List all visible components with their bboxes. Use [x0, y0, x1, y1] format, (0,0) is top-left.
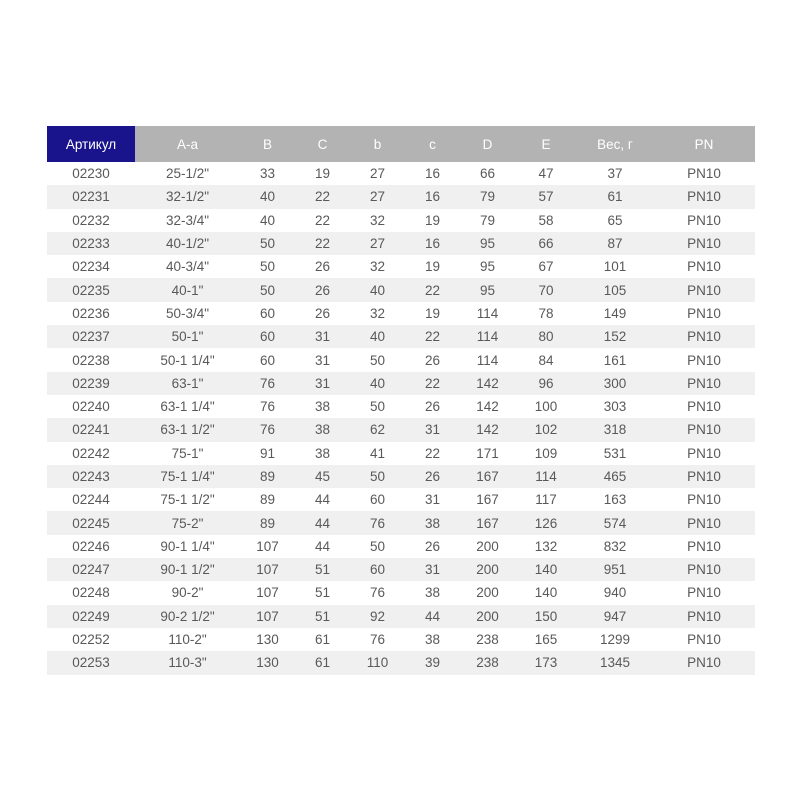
- cell-weight: 531: [603, 445, 627, 461]
- cell-pn: PN10: [687, 469, 721, 484]
- cell-a-a: 32-3/4": [165, 212, 210, 228]
- table-row: [47, 162, 755, 185]
- cell-b-upper: 107: [256, 608, 279, 624]
- cell-a-a: 90-2 1/2": [160, 608, 215, 624]
- cell-c-upper: 61: [314, 632, 331, 648]
- cell-c-upper: 38: [314, 445, 331, 461]
- cell-pn: PN10: [687, 632, 721, 648]
- cell-d: 200: [476, 562, 499, 578]
- cell-b-upper: 76: [259, 399, 276, 415]
- column-header-e: E: [515, 126, 577, 162]
- column-header-c-upper: C: [295, 126, 350, 162]
- cell-article: 02237: [72, 329, 110, 345]
- cell-c-upper: 44: [314, 492, 331, 508]
- cell-weight: 163: [603, 492, 627, 508]
- cell-a-a: 63-1 1/2": [160, 422, 215, 438]
- cell-article: 02242: [72, 445, 110, 461]
- cell-d: 95: [479, 236, 496, 252]
- cell-e: 100: [534, 399, 558, 415]
- cell-weight: 832: [603, 538, 627, 554]
- table-row: [47, 651, 755, 674]
- cell-b-upper: 107: [256, 562, 279, 578]
- cell-e: 57: [538, 189, 554, 205]
- cell-article: 02247: [72, 562, 110, 578]
- header-row: [47, 126, 755, 162]
- cell-a-a: 75-2": [171, 515, 204, 531]
- cell-b-lower: 60: [369, 492, 386, 508]
- table-row: [47, 442, 755, 465]
- cell-e: 102: [534, 422, 558, 438]
- cell-article: 02245: [72, 515, 110, 531]
- cell-e: 66: [538, 236, 554, 252]
- cell-b-lower: 32: [369, 305, 386, 321]
- table-header: [47, 126, 755, 162]
- cell-pn: PN10: [687, 352, 721, 368]
- table-row: [47, 488, 755, 511]
- cell-weight: 465: [603, 469, 627, 484]
- cell-c-lower: 31: [424, 562, 441, 578]
- cell-c-upper: 31: [314, 352, 331, 368]
- cell-c-lower: 16: [424, 189, 441, 205]
- cell-a-a: 50-1 1/4": [160, 352, 215, 368]
- cell-pn: PN10: [687, 515, 721, 531]
- cell-c-lower: 38: [424, 632, 441, 648]
- cell-c-upper: 61: [314, 655, 331, 671]
- cell-e: 80: [538, 329, 554, 345]
- cell-c-upper: 26: [314, 282, 331, 298]
- cell-article: 02236: [72, 305, 110, 321]
- cell-c-upper: 22: [314, 236, 331, 252]
- cell-b-upper: 130: [256, 655, 279, 671]
- cell-c-lower: 22: [424, 329, 441, 345]
- cell-d: 95: [479, 282, 496, 298]
- cell-article: 02248: [72, 585, 110, 601]
- cell-weight: 318: [603, 422, 627, 438]
- cell-c-lower: 19: [424, 212, 441, 228]
- cell-a-a: 75-1 1/4": [160, 469, 215, 484]
- cell-weight: 105: [603, 282, 627, 298]
- cell-article: 02240: [72, 399, 110, 415]
- cell-d: 171: [476, 445, 499, 461]
- cell-a-a: 40-3/4": [165, 259, 210, 275]
- cell-b-lower: 50: [369, 352, 386, 368]
- cell-pn: PN10: [687, 329, 721, 345]
- cell-c-lower: 16: [424, 166, 441, 182]
- cell-d: 167: [476, 515, 499, 531]
- cell-weight: 152: [603, 329, 627, 345]
- table-row: [47, 558, 755, 581]
- cell-e: 58: [538, 212, 554, 228]
- cell-d: 238: [476, 655, 499, 671]
- cell-b-upper: 60: [259, 352, 276, 368]
- cell-d: 114: [476, 352, 499, 368]
- cell-b-upper: 107: [256, 585, 279, 601]
- cell-a-a: 63-1 1/4": [160, 399, 215, 415]
- cell-a-a: 110-3": [168, 655, 207, 671]
- cell-e: 140: [534, 562, 558, 578]
- cell-e: 150: [534, 608, 558, 624]
- cell-b-lower: 76: [369, 632, 386, 648]
- cell-b-lower: 32: [369, 259, 386, 275]
- table-row: [47, 348, 755, 371]
- cell-c-upper: 26: [314, 305, 331, 321]
- cell-weight: 161: [603, 352, 627, 368]
- cell-c-lower: 26: [424, 538, 441, 554]
- column-header-weight: Вес, г: [577, 126, 653, 162]
- cell-c-lower: 26: [424, 352, 441, 368]
- cell-e: 84: [538, 352, 554, 368]
- cell-b-lower: 41: [369, 445, 386, 461]
- cell-b-upper: 50: [259, 259, 276, 275]
- cell-c-upper: 22: [314, 189, 331, 205]
- cell-pn: PN10: [687, 166, 721, 182]
- cell-article: 02231: [72, 189, 110, 205]
- cell-e: 117: [535, 492, 557, 508]
- cell-b-lower: 50: [369, 538, 386, 554]
- cell-c-lower: 38: [424, 585, 441, 601]
- cell-weight: 61: [607, 189, 623, 205]
- cell-pn: PN10: [687, 492, 721, 508]
- cell-d: 142: [476, 399, 499, 415]
- cell-a-a: 32-1/2": [165, 189, 210, 205]
- cell-weight: 951: [603, 562, 627, 578]
- cell-c-upper: 51: [314, 608, 331, 624]
- cell-b-lower: 62: [369, 422, 386, 438]
- cell-b-upper: 50: [259, 282, 276, 298]
- table-row: [47, 209, 755, 232]
- cell-article: 02232: [72, 212, 110, 228]
- cell-article: 02241: [72, 422, 110, 438]
- cell-a-a: 75-1 1/2": [160, 492, 215, 508]
- column-header-b-upper: B: [240, 126, 295, 162]
- cell-c-lower: 22: [424, 445, 441, 461]
- cell-pn: PN10: [687, 562, 721, 578]
- cell-pn: PN10: [687, 212, 721, 228]
- cell-c-upper: 51: [314, 562, 331, 578]
- cell-b-lower: 50: [369, 469, 386, 484]
- cell-article: 02233: [72, 236, 110, 252]
- cell-pn: PN10: [687, 189, 721, 205]
- cell-a-a: 40-1": [171, 282, 204, 298]
- cell-weight: 101: [603, 259, 627, 275]
- table-row: [47, 278, 755, 301]
- cell-pn: PN10: [687, 585, 721, 601]
- cell-b-lower: 110: [366, 655, 389, 671]
- cell-a-a: 50-1": [171, 329, 204, 345]
- cell-e: 132: [534, 538, 558, 554]
- cell-weight: 65: [607, 212, 623, 228]
- cell-b-upper: 50: [259, 236, 276, 252]
- cell-c-upper: 45: [314, 469, 331, 484]
- column-header-article: Артикул: [47, 126, 135, 162]
- table-row: [47, 302, 755, 325]
- cell-article: 02239: [72, 375, 110, 391]
- cell-pn: PN10: [687, 399, 721, 415]
- table-row: [47, 418, 755, 441]
- cell-a-a: 90-1 1/2": [160, 562, 215, 578]
- cell-article: 02246: [72, 538, 110, 554]
- cell-article: 02249: [72, 608, 110, 624]
- cell-d: 238: [476, 632, 499, 648]
- cell-weight: 1345: [599, 655, 631, 671]
- column-header-b-lower: b: [350, 126, 405, 162]
- cell-c-lower: 26: [424, 399, 441, 415]
- column-header-a-a: A-a: [135, 126, 240, 162]
- cell-b-upper: 76: [259, 375, 276, 391]
- table-row: [47, 372, 755, 395]
- cell-a-a: 40-1/2": [165, 236, 210, 252]
- cell-d: 200: [476, 538, 499, 554]
- cell-weight: 300: [603, 375, 627, 391]
- cell-c-upper: 44: [314, 538, 331, 554]
- cell-weight: 149: [603, 305, 627, 321]
- cell-article: 02230: [72, 166, 110, 182]
- cell-e: 165: [534, 632, 558, 648]
- cell-pn: PN10: [687, 282, 721, 298]
- cell-e: 109: [534, 445, 558, 461]
- table-row: [47, 232, 755, 255]
- cell-article: 02238: [72, 352, 110, 368]
- cell-d: 79: [479, 212, 496, 228]
- cell-b-upper: 89: [259, 515, 276, 531]
- table-row: [47, 325, 755, 348]
- product-spec-table: [47, 126, 755, 675]
- cell-d: 200: [476, 585, 499, 601]
- table-row: [47, 511, 755, 534]
- cell-b-upper: 107: [256, 538, 279, 554]
- cell-b-upper: 130: [256, 632, 279, 648]
- cell-weight: 303: [603, 399, 627, 415]
- cell-b-upper: 60: [259, 305, 276, 321]
- cell-e: 140: [534, 585, 558, 601]
- cell-pn: PN10: [687, 305, 721, 321]
- cell-c-lower: 19: [424, 305, 441, 321]
- cell-a-a: 110-2": [168, 632, 207, 648]
- table-row: [47, 395, 755, 418]
- cell-c-upper: 51: [314, 585, 331, 601]
- cell-c-upper: 22: [314, 212, 331, 228]
- cell-b-lower: 92: [369, 608, 386, 624]
- cell-a-a: 75-1": [171, 445, 204, 461]
- cell-pn: PN10: [687, 422, 721, 438]
- cell-c-lower: 22: [424, 375, 441, 391]
- cell-weight: 1299: [599, 632, 631, 648]
- cell-c-lower: 31: [424, 422, 441, 438]
- table-row: [47, 185, 755, 208]
- cell-c-upper: 31: [314, 375, 331, 391]
- cell-b-lower: 27: [369, 236, 386, 252]
- cell-e: 78: [538, 305, 554, 321]
- cell-d: 167: [476, 469, 499, 484]
- cell-b-lower: 40: [369, 375, 386, 391]
- cell-d: 79: [479, 189, 496, 205]
- cell-weight: 940: [603, 585, 627, 601]
- cell-article: 02235: [72, 282, 110, 298]
- cell-c-lower: 31: [424, 492, 441, 508]
- cell-b-upper: 33: [259, 166, 276, 182]
- cell-a-a: 50-3/4": [165, 305, 210, 321]
- cell-c-lower: 44: [424, 608, 441, 624]
- cell-weight: 37: [607, 166, 623, 182]
- cell-b-lower: 40: [369, 282, 386, 298]
- cell-b-upper: 89: [259, 469, 276, 484]
- cell-article: 02243: [72, 469, 110, 484]
- column-header-pn: PN: [653, 126, 755, 162]
- cell-c-upper: 19: [314, 166, 331, 182]
- cell-b-lower: 50: [369, 399, 386, 415]
- cell-pn: PN10: [687, 538, 721, 554]
- cell-b-lower: 76: [369, 585, 386, 601]
- cell-e: 96: [538, 375, 554, 391]
- cell-a-a: 25-1/2": [165, 166, 210, 182]
- cell-weight: 947: [603, 608, 627, 624]
- cell-c-upper: 38: [314, 399, 331, 415]
- column-header-c-lower: c: [405, 126, 460, 162]
- cell-weight: 574: [603, 515, 627, 531]
- cell-d: 200: [476, 608, 499, 624]
- cell-d: 66: [479, 166, 496, 182]
- cell-b-lower: 40: [369, 329, 386, 345]
- cell-b-lower: 27: [369, 189, 386, 205]
- cell-article: 02253: [72, 655, 110, 671]
- cell-pn: PN10: [687, 655, 721, 671]
- cell-pn: PN10: [687, 236, 721, 252]
- cell-b-lower: 60: [369, 562, 386, 578]
- cell-d: 95: [479, 259, 496, 275]
- cell-c-upper: 38: [314, 422, 331, 438]
- cell-pn: PN10: [687, 259, 721, 275]
- cell-b-lower: 32: [369, 212, 386, 228]
- table-row: [47, 581, 755, 604]
- cell-article: 02234: [72, 259, 110, 275]
- cell-e: 47: [538, 166, 554, 182]
- cell-d: 142: [476, 375, 499, 391]
- cell-c-lower: 19: [424, 259, 441, 275]
- cell-d: 114: [476, 305, 499, 321]
- table-body: [47, 162, 755, 675]
- cell-e: 70: [538, 282, 554, 298]
- cell-b-upper: 40: [259, 212, 276, 228]
- cell-e: 67: [538, 259, 554, 275]
- cell-pn: PN10: [687, 608, 721, 624]
- cell-pn: PN10: [687, 445, 721, 461]
- cell-e: 126: [534, 515, 558, 531]
- cell-b-upper: 89: [259, 492, 276, 508]
- cell-b-upper: 60: [259, 329, 276, 345]
- cell-c-lower: 38: [424, 515, 441, 531]
- cell-a-a: 90-1 1/4": [160, 538, 215, 554]
- cell-e: 173: [534, 655, 558, 671]
- cell-b-upper: 40: [259, 189, 276, 205]
- cell-b-lower: 27: [369, 166, 386, 182]
- cell-article: 02244: [72, 492, 110, 508]
- cell-d: 114: [476, 329, 499, 345]
- cell-c-lower: 16: [424, 236, 441, 252]
- cell-c-upper: 26: [314, 259, 331, 275]
- table-row: [47, 535, 755, 558]
- cell-c-upper: 44: [314, 515, 331, 531]
- cell-a-a: 90-2": [171, 585, 204, 601]
- cell-c-lower: 26: [424, 469, 441, 484]
- table-row: [47, 465, 755, 488]
- cell-article: 02252: [72, 632, 110, 648]
- table-row: [47, 628, 755, 651]
- cell-d: 142: [476, 422, 499, 438]
- cell-e: 114: [535, 469, 557, 484]
- cell-a-a: 63-1": [171, 375, 204, 391]
- column-header-d: D: [460, 126, 515, 162]
- table-row: [47, 255, 755, 278]
- cell-c-upper: 31: [314, 329, 331, 345]
- cell-c-lower: 39: [424, 655, 441, 671]
- cell-pn: PN10: [687, 375, 721, 391]
- cell-b-upper: 76: [259, 422, 276, 438]
- cell-b-lower: 76: [369, 515, 386, 531]
- table-row: [47, 605, 755, 628]
- cell-d: 167: [476, 492, 499, 508]
- cell-weight: 87: [607, 236, 623, 252]
- cell-b-upper: 91: [259, 445, 276, 461]
- cell-c-lower: 22: [424, 282, 441, 298]
